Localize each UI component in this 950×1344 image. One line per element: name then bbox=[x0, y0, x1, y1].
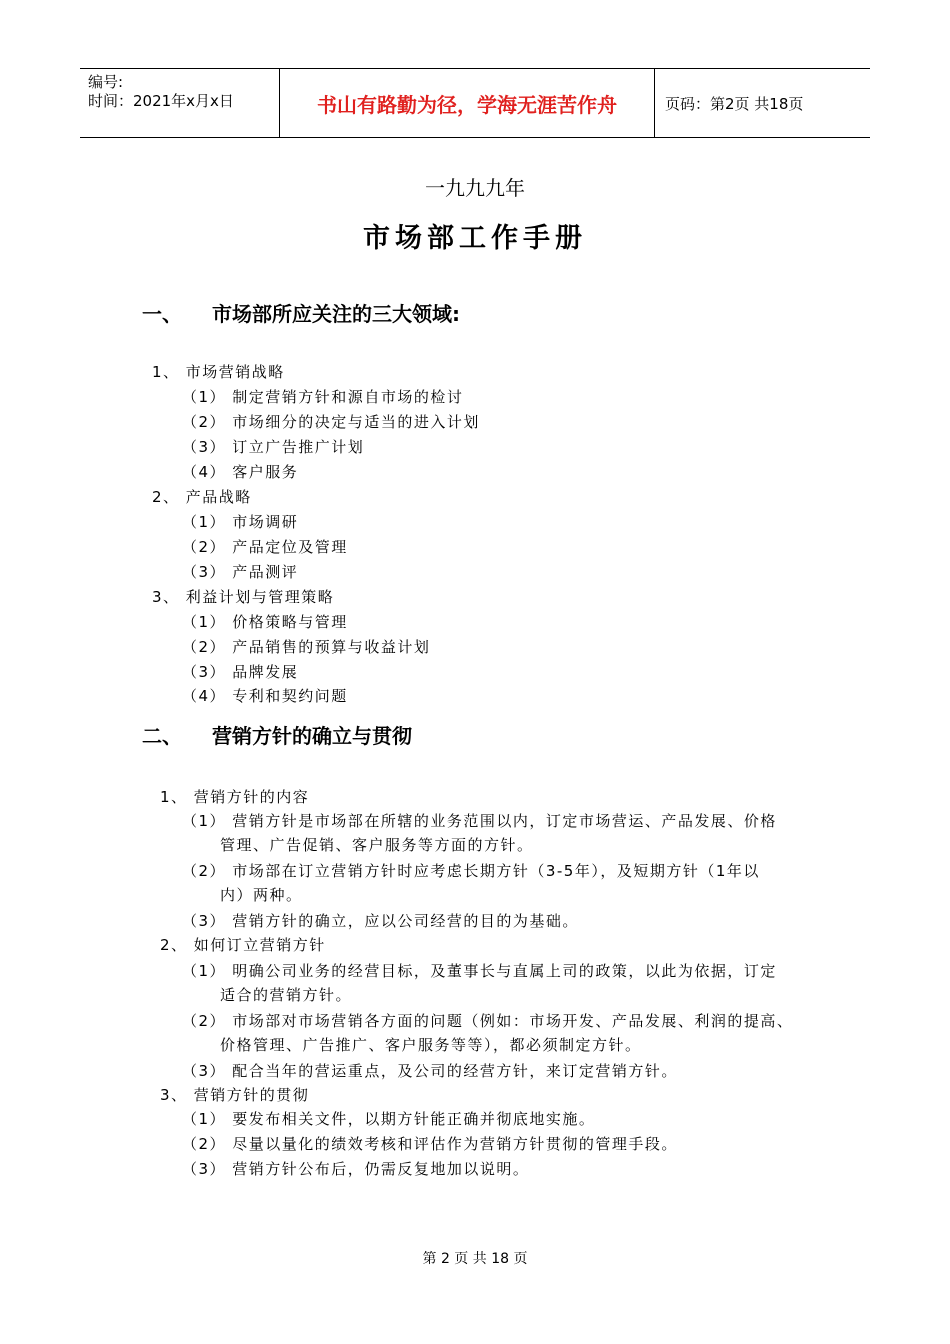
body-line: 2、 如何订立营销方针 bbox=[160, 936, 326, 954]
doc-year: 一九九九年 bbox=[425, 176, 525, 200]
body-line: 2、 产品战略 bbox=[152, 488, 252, 506]
body-line: （1） 营销方针是市场部在所辖的业务范围以内，订定市场营运、产品发展、价格 bbox=[182, 812, 777, 830]
section-title: 营销方针的确立与贯彻 bbox=[212, 724, 412, 748]
body-line: （2） 市场细分的决定与适当的进入计划 bbox=[182, 413, 480, 431]
body-line: （2） 市场部在订立营销方针时应考虑长期方针（3-5年），及短期方针（1年以 bbox=[182, 862, 760, 880]
body-line: （3） 配合当年的营运重点，及公司的经营方针，来订定营销方针。 bbox=[182, 1062, 678, 1080]
page-header bbox=[80, 68, 870, 138]
body-line: （3） 品牌发展 bbox=[182, 663, 299, 681]
body-line: 内）两种。 bbox=[220, 886, 303, 904]
body-line: 适合的营销方针。 bbox=[220, 986, 353, 1004]
body-line: 3、 营销方针的贯彻 bbox=[160, 1086, 310, 1104]
section-number: 二、 bbox=[142, 724, 182, 748]
header-page-info: 页码：第2页 共18页 bbox=[665, 94, 804, 113]
body-line: （2） 产品定位及管理 bbox=[182, 538, 348, 556]
section-heading bbox=[142, 720, 412, 749]
body-line: （2） 尽量以量化的绩效考核和评估作为营销方针贯彻的管理手段。 bbox=[182, 1135, 678, 1153]
body-line: 1、 市场营销战略 bbox=[152, 363, 285, 381]
body-line: （1） 明确公司业务的经营目标，及董事长与直属上司的政策，以此为依据，订定 bbox=[182, 962, 777, 980]
body-line: （3） 订立广告推广计划 bbox=[182, 438, 365, 456]
body-line: （4） 专利和契约问题 bbox=[182, 687, 348, 705]
body-line: （2） 市场部对市场营销各方面的问题（例如：市场开发、产品发展、利润的提高、 bbox=[182, 1012, 794, 1030]
body-line: 价格管理、广告推广、客户服务等等），都必须制定方针。 bbox=[220, 1036, 642, 1054]
page-footer: 第 2 页 共 18 页 bbox=[422, 1251, 528, 1267]
body-line: （3） 营销方针公布后，仍需反复地加以说明。 bbox=[182, 1160, 530, 1178]
body-line: （1） 制定营销方针和源自市场的检讨 bbox=[182, 388, 464, 406]
body-line: （1） 市场调研 bbox=[182, 513, 299, 531]
time-label: 时间：2021年x月x日 bbox=[88, 92, 234, 110]
serial-label: 编号: bbox=[88, 73, 124, 91]
body-line: （1） 要发布相关文件，以期方针能正确并彻底地实施。 bbox=[182, 1110, 596, 1128]
body-line: 3、 利益计划与管理策略 bbox=[152, 588, 335, 606]
header-meta bbox=[80, 69, 280, 137]
section-title: 市场部所应关注的三大领域: bbox=[212, 302, 460, 326]
section-heading bbox=[142, 298, 460, 327]
body-line: 管理、广告促销、客户服务等方面的方针。 bbox=[220, 836, 534, 854]
body-line: （3） 营销方针的确立，应以公司经营的目的为基础。 bbox=[182, 912, 579, 930]
body-line: （2） 产品销售的预算与收益计划 bbox=[182, 638, 431, 656]
body-line: 1、 营销方针的内容 bbox=[160, 788, 310, 806]
body-line: （4） 客户服务 bbox=[182, 463, 299, 481]
section-number: 一、 bbox=[142, 302, 182, 326]
body-line: （3） 产品测评 bbox=[182, 563, 299, 581]
doc-title: 市场部工作手册 bbox=[363, 223, 587, 254]
body-line: （1） 价格策略与管理 bbox=[182, 613, 348, 631]
header-motto: 书山有路勤为径，学海无涯苦作舟 bbox=[280, 69, 655, 137]
